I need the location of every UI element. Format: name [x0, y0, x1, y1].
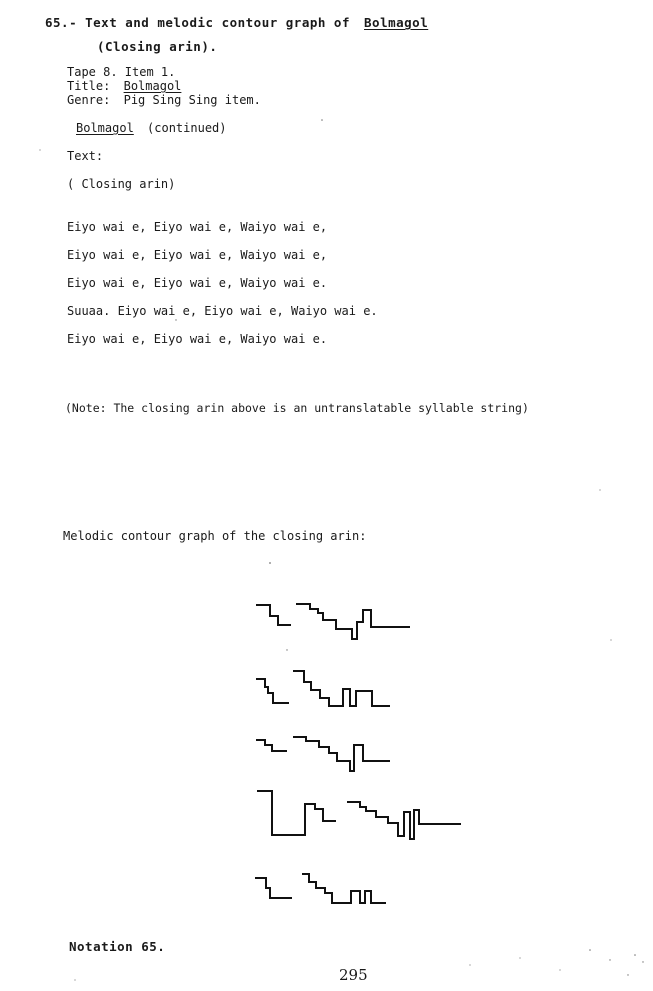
lyric-line: Eiyo wai e, Eiyo wai e, Waiyo wai e, — [67, 220, 328, 234]
note: (Note: The closing arin above is an untranslatable syllable string) — [65, 401, 529, 415]
lyric-line: Eiyo wai e, Eiyo wai e, Waiyo wai e. — [67, 332, 328, 346]
section-label: ( Closing arin) — [67, 177, 176, 191]
lyric-line: Suuaa. Eiyo wai e, Eiyo wai e, Waiyo wai e. — [67, 304, 378, 318]
contour-line-3 — [256, 737, 390, 771]
contour-line-1 — [256, 604, 410, 639]
contour-line-4 — [257, 791, 461, 839]
continued-suffix: (continued) — [147, 121, 227, 135]
title-value: Bolmagol — [123, 79, 182, 93]
page-number: 295 — [339, 966, 368, 984]
graph-caption: Melodic contour graph of the closing arin: — [63, 529, 367, 543]
text-label: Text: — [67, 149, 104, 163]
contour-line-5 — [255, 874, 386, 903]
continued-title: Bolmagol — [76, 121, 134, 135]
heading-line-2: (Closing arin). — [97, 39, 218, 54]
lyric-line: Eiyo wai e, Eiyo wai e, Waiyo wai e, — [67, 248, 328, 262]
heading-prefix: 65.- Text and melodic contour graph of — [45, 15, 350, 30]
genre-value: Pig Sing Sing item. — [123, 93, 261, 107]
contour-line-2 — [256, 671, 390, 706]
paper-specks — [39, 119, 643, 980]
title-label: Title: — [67, 79, 111, 93]
tape-item: Tape 8. Item 1. — [67, 65, 176, 79]
genre-label: Genre: — [67, 93, 111, 107]
heading-title: Bolmagol — [364, 15, 429, 30]
notation-label: Notation 65. — [69, 939, 166, 954]
lyric-line: Eiyo wai e, Eiyo wai e, Waiyo wai e. — [67, 276, 328, 290]
